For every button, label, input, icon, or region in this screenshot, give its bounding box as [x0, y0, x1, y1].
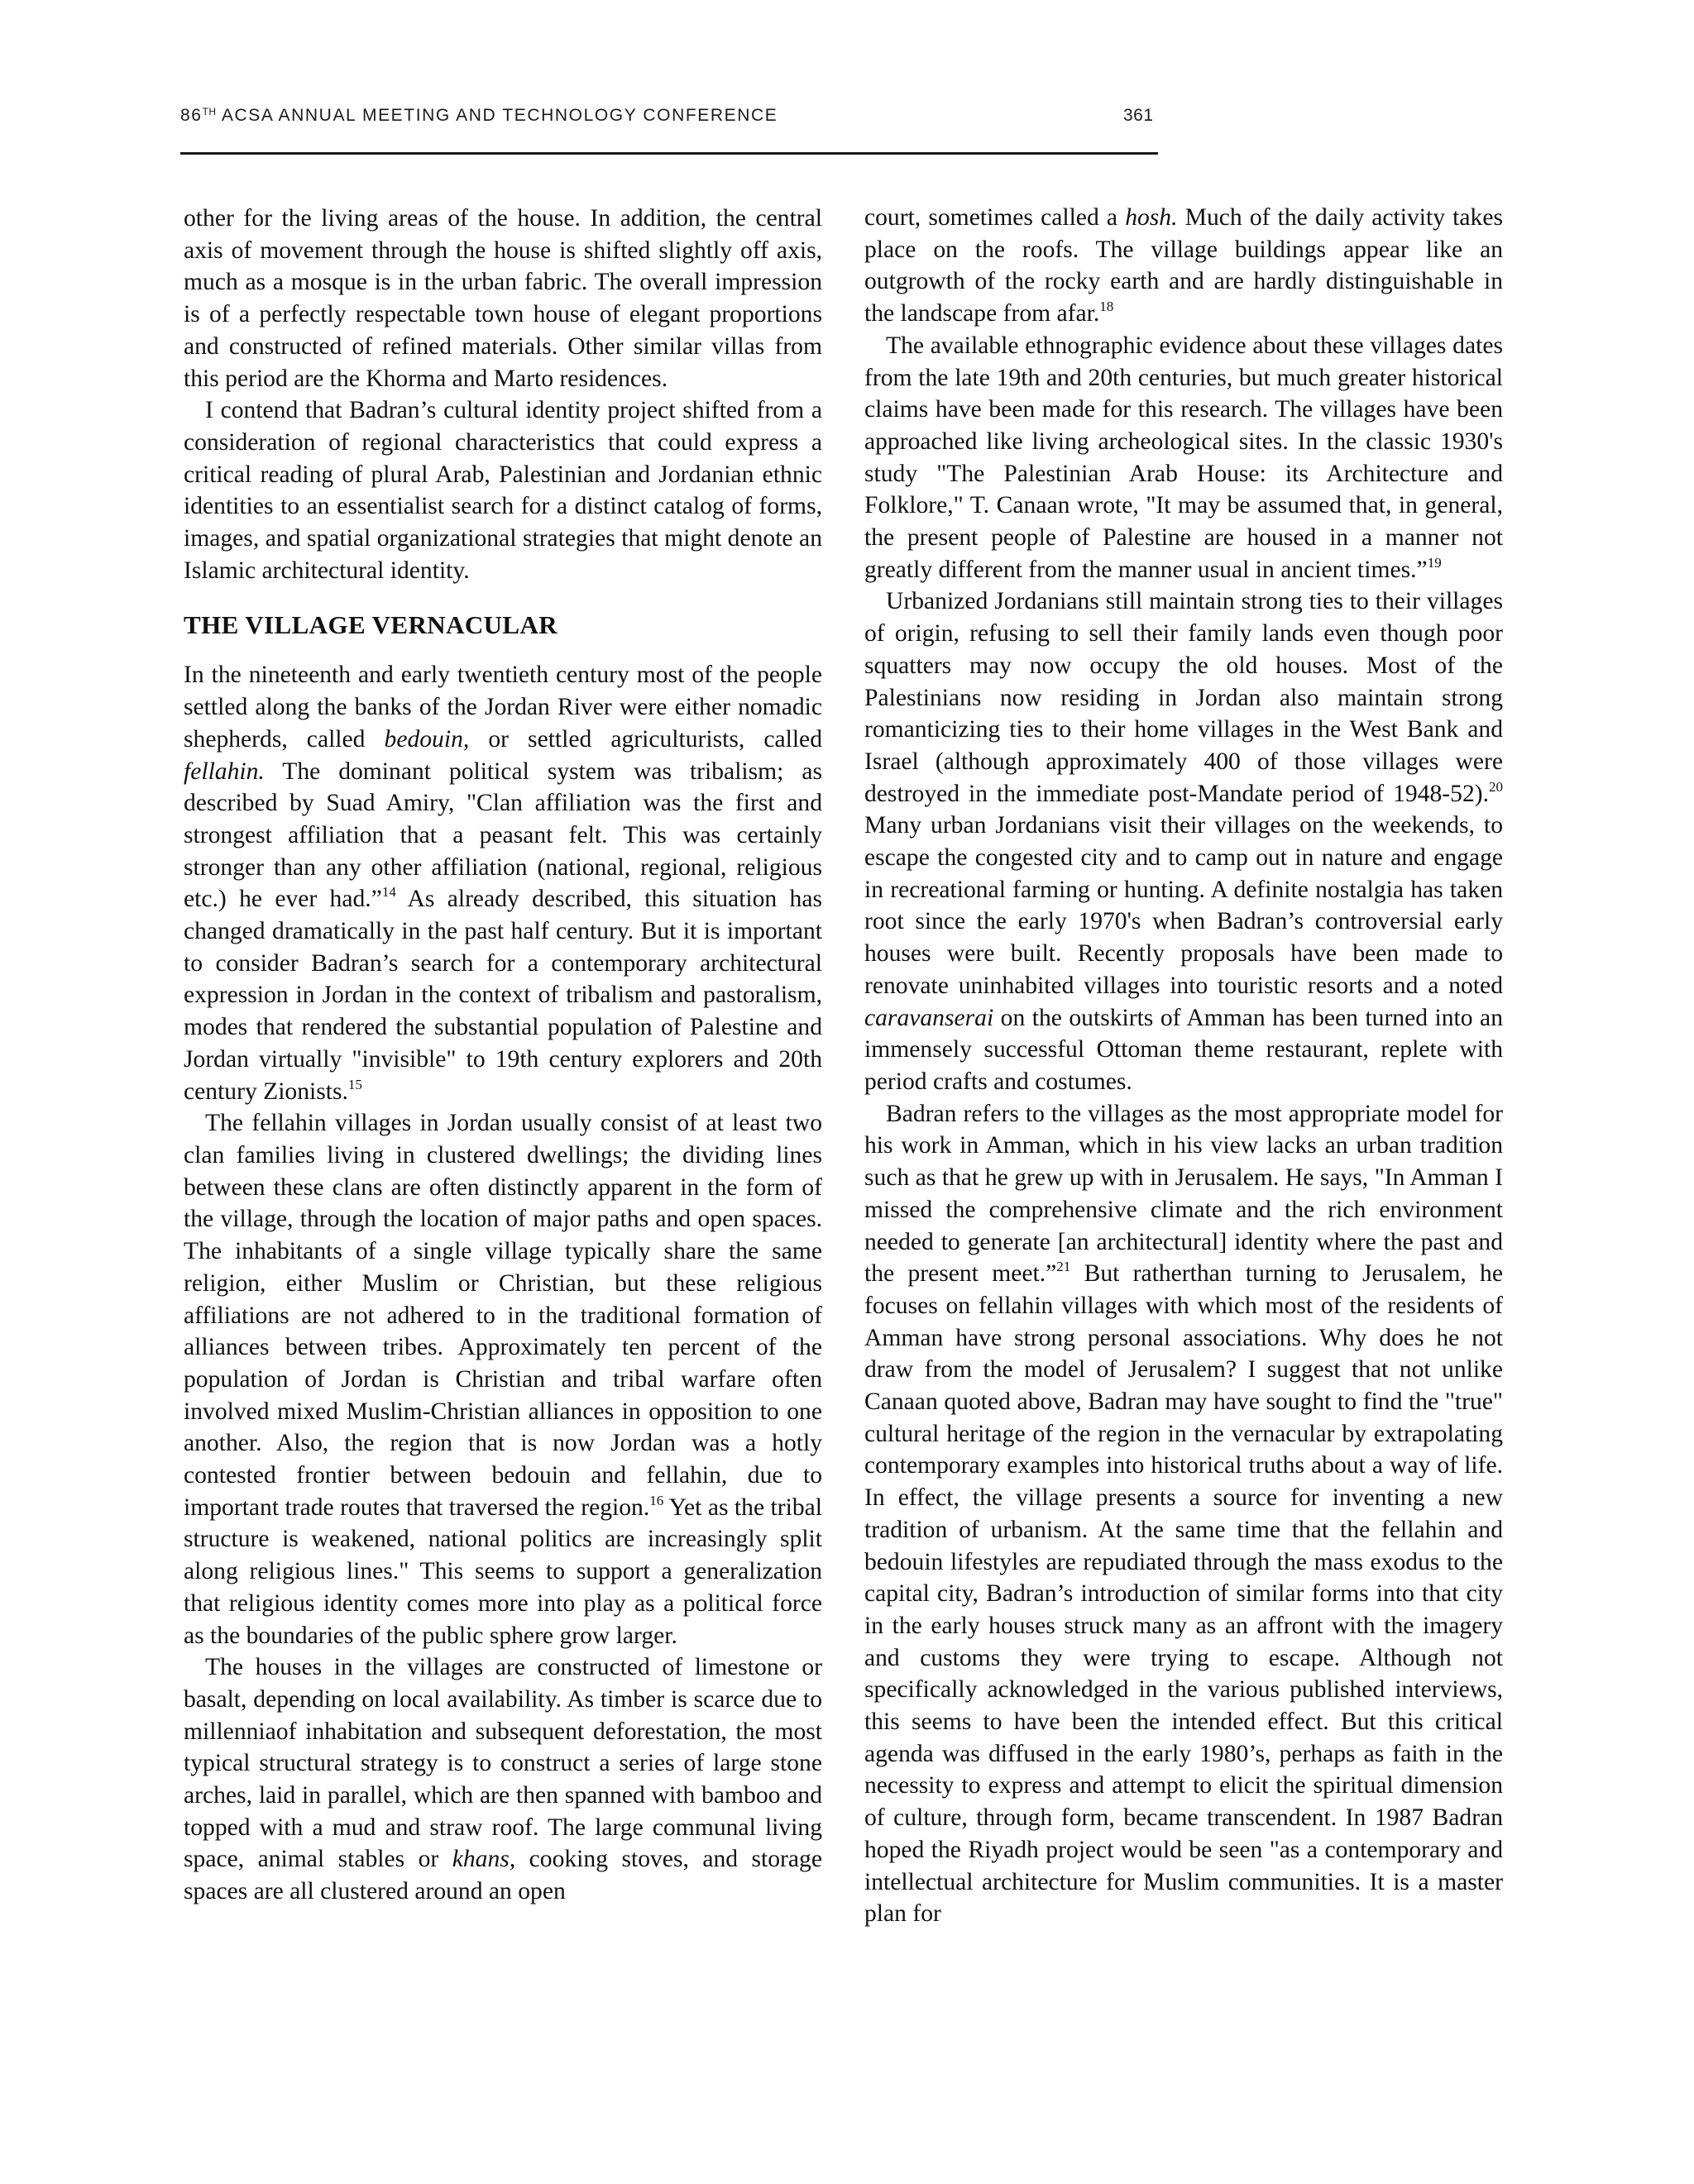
footnote-marker: 14	[381, 884, 396, 901]
page-number: 361	[1123, 106, 1154, 125]
paragraph: The available ethnographic evidence about these villages dates from the late 19th and 20th centuries, but much greater historical claims have been made for this research. The villages have been approached like living archeological sites. In the classic 1930's study "The Palestinian Arab House: its Architecture and Folklore," T. Canaan wrote, "It may be assumed that, in general, the present people of Palestine are housed in a manner not greatly different from the manner usual in ancient times.”$^{19}$	[864, 332, 1503, 583]
paragraph: Badran refers to the villages as the most appropriate model for his work in Amman, which in his view lacks an urban tradition such as that he grew up with in Jerusalem. He says, "In Amman I missed the comprehensive climate and the rich environment needed to generate [an architectural] identity where the past and the present meet.”$^{21}$ But ratherthan turning to Jerusalem, he focuses on fellahin villages with which most of the residents of Amman have strong personal associations. Why does he not draw from the model of Jerusalem? I suggest that not unlike Canaan quoted above, Badran may have sought to find the "true" cultural heritage of the region in the vernacular by extrapolating contemporary examples into historical truths about a way of life. In effect, the village presents a source for inventing a new tradition of urbanism. At the same time that the fellahin and bedouin lifestyles are repudiated through the mass exodus to the capital city, Badran’s introduction of similar forms into that city in the early houses struck many as an affront with the imagery and customs they were trying to escape. Although not specifically acknowledged in the various published interviews, this seems to have been the intended effect. But this critical agenda was diffused in the early 1980’s, perhaps as faith in the necessity to express and attempt to elicit the spiritual dimension of culture, through form, became transcendent. In 1987 Badran hoped the Riyadh project would be seen "as a contemporary and intellectual architecture for Muslim communities. It is a master plan for	[864, 1100, 1503, 1928]
paragraph: The fellahin villages in Jordan usually consist of at least two clan families living in clustered dwellings; the dividing lines between these clans are often distinctly apparent in the form of the village, through the location of major paths and open spaces. The inhabitants of a single village typically share the same religion, either Muslim or Christian, but these religious affiliations are not adhered to in the traditional formation of alliances between tribes. Approximately ten percent of the population of Jordan is Christian and tribal warfare often involved mixed Muslim-Christian alliances in opposition to one another. Also, the region that is now Jordan was a hotly contested frontier between bedouin and fellahin, due to important trade routes that traversed the region.$^{16}$ Yet as the tribal structure is weakened, national politics are increasingly split along religious lines." This seems to support a generalization that religious identity comes more into play as a political force as the boundaries of the public sphere grow larger.	[184, 1110, 822, 1649]
paragraph: other for the living areas of the house. In addition, the central axis of movement through the house is shifted slightly off axis, much as a mosque is in the urban fabric. The overall impression is of a perfectly respectable town house of elegant proportions and constructed of refined materials. Other similar villas from this period are the Khorma and Marto residences.	[184, 205, 822, 392]
footnote-marker: 18	[1099, 299, 1114, 315]
paragraph: The houses in the villages are constructed of limestone or basalt, depending on local availability. As timber is scarce due to millenniaof inhabitation and subsequent deforestation, the most typical structural strategy is to construct a series of large stone arches, laid in parallel, which are then spanned with bamboo and topped with a mud and straw roof. The large communal living space, animal stables or khans, cooking stoves, and storage spaces are all clustered around an open	[184, 1654, 822, 1905]
footnote-marker: 19	[1427, 554, 1442, 571]
header-rule	[180, 152, 1158, 155]
paragraph: In the nineteenth and early twentieth century most of the people settled along the banks of the Jordan River were either nomadic shepherds, called bedouin, or settled agriculturists, called fellahin. The dominant political system was tribalism; as described by Suad Amiry, "Clan affiliation was the first and strongest affiliation that a peasant felt. This was certainly stronger than any other affiliation (national, regional, religious etc.) he ever had.”$^{14}$ As already described, this situation has changed dramatically in the past half century. But it is important to consider Badran’s search for a contemporary architectural expression in Jordan in the context of tribalism and pastoralism, modes that rendered the substantial population of Palestine and Jordan virtually "invisible" to 19th century explorers and 20th century Zionists.$^{15}$	[184, 662, 822, 1105]
footnote-marker: 15	[347, 1076, 362, 1092]
footnote-marker: 16	[649, 1492, 664, 1508]
paragraph: court, sometimes called a hosh. Much of the daily activity takes place on the roofs. The village buildings appear like an outgrowth of the rocky earth and are hardly distinguishable in the landscape from afar.$^{18}$	[864, 204, 1503, 327]
conference-title: 86TH ACSA ANNUAL MEETING AND TECHNOLOGY CONFERENCE	[180, 106, 778, 125]
right-column	[864, 202, 1503, 1930]
paragraph: I contend that Badran’s cultural identity project shifted from a consideration of regional characteristics that could express a critical reading of plural Arab, Palestinian and Jordanian ethnic identities to an essentialist search for a distinct catalog of forms, images, and spatial organizational strategies that might denote an Islamic architectural identity.	[184, 397, 822, 584]
footnote-marker: 21	[1056, 1259, 1071, 1275]
footnote-marker: 20	[1489, 778, 1503, 795]
paragraph: Urbanized Jordanians still maintain strong ties to their villages of origin, refusing to sell their family lands even though poor squatters may now occupy the old houses. Most of the Palestinians now residing in Jordan also maintain strong romanticizing ties to their home villages in the West Bank and Israel (although approximately 400 of those villages were destroyed in the immediate post-Mandate period of 1948-52).$^{20}$ Many urban Jordanians visit their villages on the weekends, to escape the congested city and to camp out in nature and engage in recreational farming or hunting. A definite nostalgia has taken root since the early 1970's when Badran’s controversial early houses were built. Recently proposals have been made to renovate uninhabited villages into touristic resorts and a noted caravanserai on the outskirts of Amman has been turned into an immensely successful Ottoman theme restaurant, replete with period crafts and costumes.	[864, 588, 1503, 1095]
section-heading: THE VILLAGE VERNACULAR	[184, 610, 558, 640]
left-column	[184, 203, 822, 1908]
